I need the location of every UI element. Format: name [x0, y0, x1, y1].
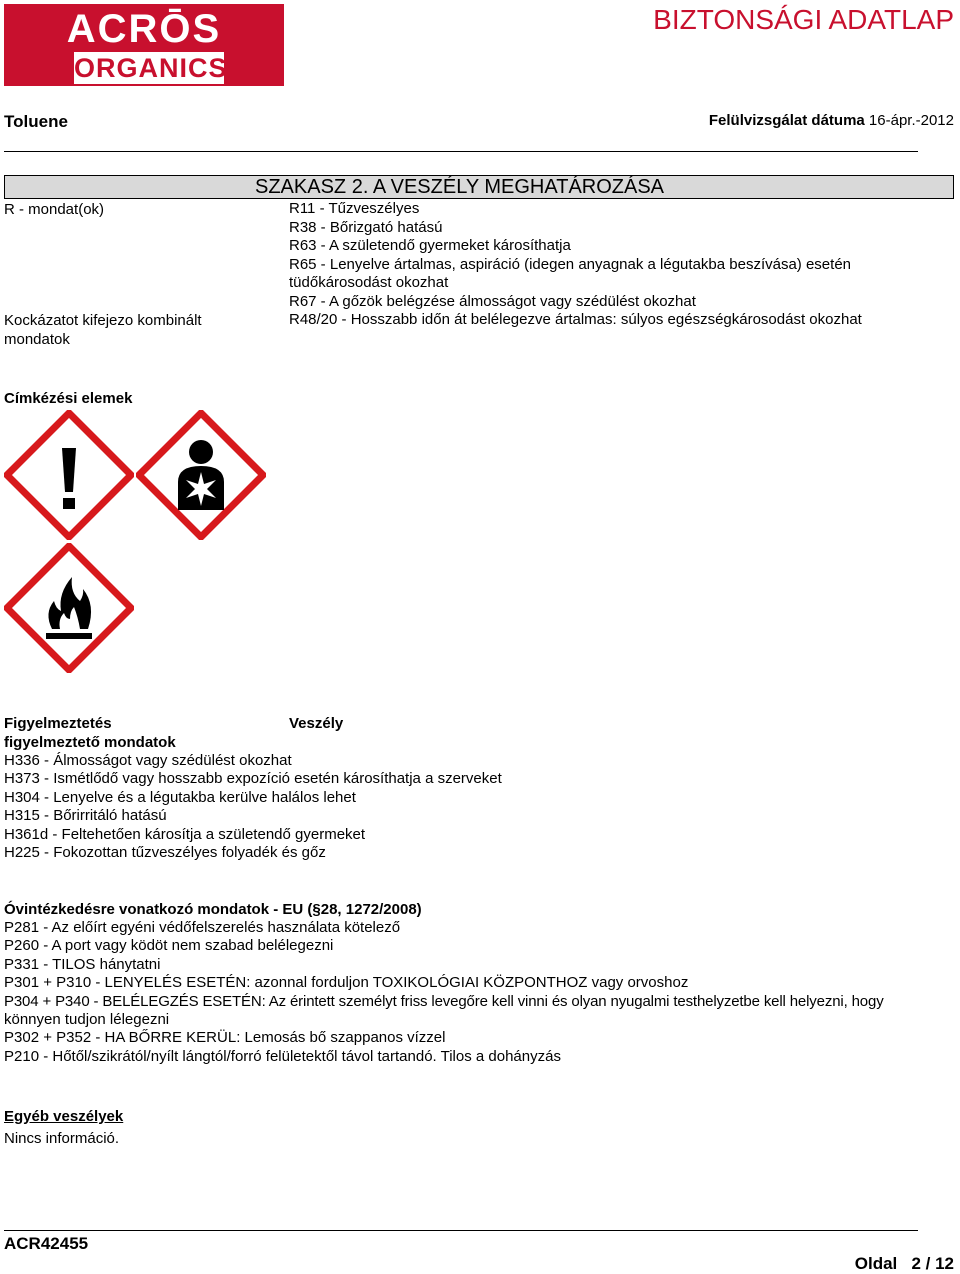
- revision-label: Felülvizsgálat dátuma: [708, 112, 865, 129]
- revision-info: [709, 112, 954, 129]
- logo-bottom-text: ORGANICS: [74, 53, 228, 83]
- signal-word-label: Figyelmeztetés: [4, 715, 112, 732]
- other-hazards-text: Nincs információ.: [4, 1130, 120, 1147]
- hazard-statements-heading: figyelmeztető mondatok: [4, 734, 176, 751]
- combined-label-line: mondatok: [4, 331, 70, 348]
- r-phrase: R65 - Lenyelve ártalmas, aspiráció (idegen anyagnak a légutakba beszívása) esetén: [289, 255, 852, 273]
- flame-icon: [4, 543, 134, 673]
- page-number: [855, 1254, 954, 1274]
- revision-date: 16-ápr.-2012: [868, 112, 954, 129]
- section-title: SZAKASZ 2. A VESZÉLY MEGHATÁROZÁSA: [255, 176, 665, 198]
- combined-label-line: Kockázatot kifejezo kombinált: [4, 312, 202, 329]
- precautionary-statement: P210 - Hőtől/szikrától/nyílt lángtól/forró felületektől távol tartandó. Tilos a dohányzás: [4, 1047, 561, 1065]
- hazard-statement: H373 - Ismétlődő vagy hosszabb expozíció esetén károsíthatja a szerveket: [4, 770, 502, 788]
- health-hazard-icon: [136, 410, 266, 540]
- r-phrase: R11 - Tűzveszélyes: [289, 200, 420, 217]
- r-phrase: R67 - A gőzök belégzése álmosságot vagy szédülést okozhat: [289, 292, 696, 310]
- r-phrase: R63 - A születendő gyermeket károsíthatja: [289, 237, 571, 254]
- hazard-statements-list: [4, 752, 502, 862]
- precautionary-heading: Óvintézkedésre vonatkozó mondatok - EU (§28, 1272/2008): [4, 901, 422, 918]
- product-name: Toluene: [4, 112, 68, 131]
- hazard-statement: H336 - Álmosságot vagy szédülést okozhat: [4, 752, 292, 769]
- r-phrase: tüdőkárosodást okozhat: [289, 274, 449, 291]
- header-divider: [4, 151, 918, 152]
- logo-top-text: ACRŌS: [66, 7, 222, 51]
- document-code: ACR42455: [4, 1234, 89, 1253]
- r-phrases-list: [289, 200, 851, 311]
- page-label: Oldal: [854, 1254, 898, 1273]
- footer-divider: [4, 1230, 918, 1231]
- precautionary-statement: P304 + P340 - BELÉLEGZÉS ESETÉN: Az érintett személyt friss levegőre kell vinni és olyan nyugalmi testhelyzetbe kell helyezni, hogy: [4, 992, 884, 1010]
- precautionary-statement: könnyen tudjon lélegezni: [4, 1011, 170, 1029]
- exclamation-mark-icon: [4, 410, 134, 540]
- precautionary-statement: P302 + P352 - HA BŐRRE KERÜL: Lemosás bő szappanos vízzel: [4, 1029, 446, 1047]
- company-logo: [4, 4, 284, 86]
- section-title-bar: [4, 175, 954, 199]
- document-title: BIZTONSÁGI ADATLAP: [653, 4, 954, 35]
- precautionary-statement: P301 + P310 - LENYELÉS ESETÉN: azonnal forduljon TOXIKOLÓGIAI KÖZPONTHOZ vagy orvoshoz: [4, 974, 689, 992]
- precautionary-list: [4, 919, 956, 1066]
- r-phrases-label: R - mondat(ok): [4, 201, 105, 218]
- hazard-statement: H304 - Lenyelve és a légutakba kerülve halálos lehet: [4, 788, 356, 806]
- r-phrase: R38 - Bőrizgató hatású: [289, 218, 443, 236]
- hazard-statement: H315 - Bőrirritáló hatású: [4, 807, 167, 825]
- labelling-heading: Címkézési elemek: [4, 390, 133, 407]
- hazard-statement: H225 - Fokozottan tűzveszélyes folyadék és gőz: [4, 844, 326, 862]
- page-value: 2 / 12: [911, 1254, 954, 1273]
- precautionary-statement: P331 - TILOS hánytatni: [4, 955, 161, 973]
- other-hazards-heading: Egyéb veszélyek: [4, 1108, 124, 1125]
- combined-phrase-text: R48/20 - Hosszabb időn át belélegezve ártalmas: súlyos egészségkárosodást okozhat: [289, 311, 862, 328]
- signal-word-value: Veszély: [289, 715, 344, 732]
- precautionary-statement: P260 - A port vagy ködöt nem szabad belélegezni: [4, 937, 334, 955]
- combined-phrases-label: [4, 311, 202, 349]
- hazard-statement: H361d - Feltehetően károsítja a születendő gyermeket: [4, 825, 366, 843]
- precautionary-statement: P281 - Az előírt egyéni védőfelszerelés használata kötelező: [4, 919, 401, 936]
